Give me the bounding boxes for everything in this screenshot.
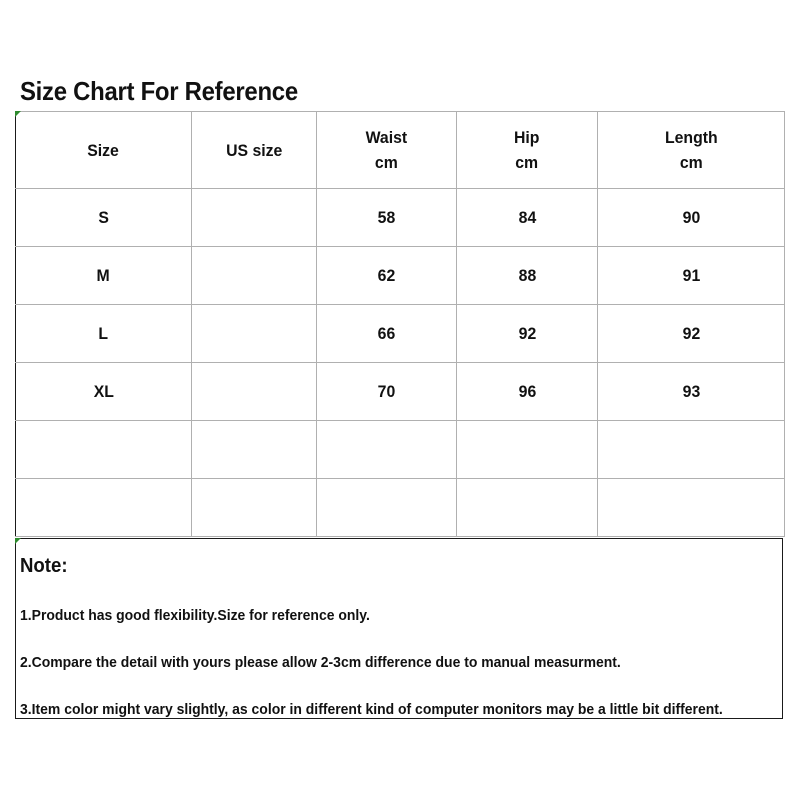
page-title: Size Chart For Reference bbox=[20, 76, 298, 106]
table-cell-size: M bbox=[16, 247, 192, 305]
table-cell-empty bbox=[16, 479, 192, 537]
table-cell-empty bbox=[457, 479, 598, 537]
table-cell-length: 90 bbox=[598, 189, 785, 247]
header-waist bbox=[317, 112, 457, 189]
table-row bbox=[16, 189, 785, 247]
size-chart-table bbox=[15, 111, 785, 537]
table-cell-size: S bbox=[16, 189, 192, 247]
table-cell-waist: 70 bbox=[317, 363, 457, 421]
table-cell-us-size bbox=[192, 363, 317, 421]
table-cell-length: 91 bbox=[598, 247, 785, 305]
header-size-label: Size bbox=[87, 140, 120, 160]
notes-corner-marker bbox=[15, 538, 21, 544]
table-row-empty bbox=[16, 421, 785, 479]
header-hip bbox=[457, 112, 598, 189]
table-cell-length: 92 bbox=[598, 305, 785, 363]
table-cell-us-size bbox=[192, 189, 317, 247]
note-item: 1.Product has good flexibility.Size for reference only. bbox=[20, 607, 370, 624]
table-cell-waist: 62 bbox=[317, 247, 457, 305]
notes-box bbox=[15, 538, 783, 719]
table-cell-size: L bbox=[16, 305, 192, 363]
table-cell-empty bbox=[598, 479, 785, 537]
table-cell-length: 93 bbox=[598, 363, 785, 421]
table-cell-empty bbox=[598, 421, 785, 479]
table-cell-empty bbox=[457, 421, 598, 479]
table-cell-waist: 58 bbox=[317, 189, 457, 247]
table-cell-empty bbox=[317, 479, 457, 537]
note-item: 2.Compare the detail with yours please allow 2-3cm difference due to manual measurment. bbox=[20, 654, 621, 671]
table-cell-size: XL bbox=[16, 363, 192, 421]
table-cell-hip: 96 bbox=[457, 363, 598, 421]
table-cell-empty bbox=[192, 479, 317, 537]
header-hip-label: Hip bbox=[514, 128, 540, 147]
note-item: 3.Item color might vary slightly, as color in different kind of computer monitors may be a little bit different. bbox=[20, 701, 723, 718]
header-hip-unit: cm bbox=[515, 153, 539, 172]
table-cell-hip: 92 bbox=[457, 305, 598, 363]
table-cell-empty bbox=[16, 421, 192, 479]
table-cell-us-size bbox=[192, 247, 317, 305]
header-us-size-label: US size bbox=[225, 140, 283, 160]
table-cell-hip: 84 bbox=[457, 189, 598, 247]
notes-heading: Note: bbox=[20, 555, 68, 577]
header-length bbox=[598, 112, 785, 189]
table-cell-empty bbox=[192, 421, 317, 479]
table-corner-marker bbox=[15, 111, 21, 117]
table-cell-empty bbox=[317, 421, 457, 479]
table-row bbox=[16, 247, 785, 305]
table-cell-hip: 88 bbox=[457, 247, 598, 305]
table-row-empty bbox=[16, 479, 785, 537]
header-length-unit: cm bbox=[679, 153, 703, 172]
table-cell-us-size bbox=[192, 305, 317, 363]
header-us-size bbox=[192, 112, 317, 189]
header-waist-unit: cm bbox=[375, 153, 398, 172]
table-header-row bbox=[16, 112, 785, 189]
table-cell-waist: 66 bbox=[317, 305, 457, 363]
table-row bbox=[16, 305, 785, 363]
header-size bbox=[16, 112, 192, 189]
header-waist-label: Waist bbox=[365, 128, 408, 147]
table-row bbox=[16, 363, 785, 421]
header-length-label: Length bbox=[664, 128, 718, 147]
